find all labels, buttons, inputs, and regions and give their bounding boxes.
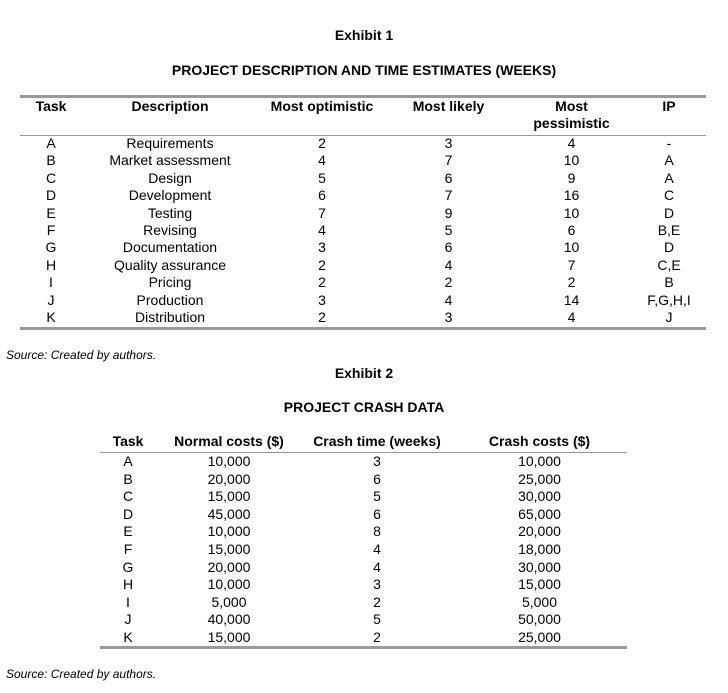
col-header-pessimistic-line2: pessimistic <box>533 115 610 131</box>
cell-likely: 5 <box>444 221 453 238</box>
cell-crash-costs: 25,000 <box>518 470 561 487</box>
exhibit1-header-row <box>20 98 706 132</box>
cell-task: E <box>123 523 133 540</box>
col-header-pessimistic <box>511 98 632 132</box>
cell-description: Revising <box>143 221 197 238</box>
cell-task: B <box>46 152 56 169</box>
cell-description: Distribution <box>134 308 206 325</box>
cell-likely: 3 <box>444 308 453 325</box>
cell-crash-costs: 50,000 <box>518 611 561 628</box>
cell-optimistic: 3 <box>318 291 326 308</box>
cell-normal-costs: 45,000 <box>207 505 251 522</box>
cell-task: K <box>123 628 133 645</box>
cell-normal-costs: 10,000 <box>207 453 251 469</box>
table-row <box>20 170 706 187</box>
cell-task: H <box>122 576 134 593</box>
cell-task: E <box>46 204 56 221</box>
cell-description: Market assessment <box>109 152 231 169</box>
table-row <box>20 257 706 274</box>
cell-likely: 3 <box>444 135 453 151</box>
cell-ip: B,E <box>657 221 681 238</box>
exhibit2-header-row <box>100 433 627 453</box>
cell-pessimistic: 4 <box>567 135 576 151</box>
cell-pessimistic: 10 <box>563 239 580 256</box>
cell-description: Design <box>148 169 192 186</box>
cell-likely: 7 <box>444 187 453 204</box>
cell-crash-costs: 5,000 <box>521 593 558 610</box>
cell-crash-time: 6 <box>373 470 381 487</box>
cell-pessimistic: 2 <box>567 274 576 291</box>
cell-optimistic: 2 <box>318 274 326 291</box>
table-row <box>100 611 627 629</box>
cell-ip: - <box>666 135 672 151</box>
cell-optimistic: 4 <box>318 221 326 238</box>
cell-normal-costs: 20,000 <box>207 470 251 487</box>
cell-crash-costs: 30,000 <box>518 558 561 575</box>
table-row <box>20 152 706 169</box>
col-header-description: Description <box>131 98 209 114</box>
cell-optimistic: 2 <box>318 135 326 151</box>
cell-crash-time: 2 <box>373 593 381 610</box>
cell-normal-costs: 5,000 <box>211 593 247 610</box>
cell-normal-costs: 40,000 <box>207 611 251 628</box>
cell-pessimistic: 16 <box>563 187 580 204</box>
cell-normal-costs: 20,000 <box>207 558 251 575</box>
cell-normal-costs: 15,000 <box>207 488 251 505</box>
cell-crash-costs: 10,000 <box>518 453 561 469</box>
table-row <box>20 222 706 239</box>
cell-task: F <box>46 221 56 238</box>
cell-task: F <box>123 540 133 557</box>
exhibit1-title: PROJECT DESCRIPTION AND TIME ESTIMATES (WEEKS) <box>171 62 557 78</box>
cell-crash-time: 3 <box>373 453 381 469</box>
cell-task: J <box>47 291 55 308</box>
cell-optimistic: 7 <box>318 204 326 221</box>
cell-ip: J <box>665 308 673 325</box>
cell-ip: A <box>664 152 674 169</box>
cell-optimistic: 2 <box>318 256 326 273</box>
cell-pessimistic: 4 <box>567 308 576 325</box>
col-header-crash-costs: Crash costs ($) <box>488 433 591 449</box>
cell-pessimistic: 9 <box>567 169 576 186</box>
cell-crash-time: 4 <box>373 558 381 575</box>
cell-crash-time: 5 <box>373 611 381 628</box>
table-row <box>100 576 627 594</box>
table-row <box>100 594 627 612</box>
cell-description: Requirements <box>126 135 214 151</box>
cell-optimistic: 3 <box>318 239 326 256</box>
table-row <box>100 506 627 524</box>
cell-crash-time: 6 <box>373 505 381 522</box>
cell-crash-costs: 15,000 <box>518 576 561 593</box>
cell-crash-time: 3 <box>373 576 381 593</box>
cell-pessimistic: 10 <box>563 152 580 169</box>
table-row <box>20 187 706 204</box>
table-row <box>20 309 706 326</box>
cell-task: C <box>45 169 57 186</box>
exhibit1-heading: Exhibit 1 <box>334 27 394 43</box>
table-row <box>100 541 627 559</box>
cell-crash-costs: 18,000 <box>518 540 561 557</box>
cell-normal-costs: 10,000 <box>207 523 251 540</box>
cell-description: Production <box>136 291 204 308</box>
cell-task: H <box>45 256 57 273</box>
cell-ip: F,G,H,I <box>647 291 691 308</box>
cell-task: C <box>122 488 134 505</box>
cell-pessimistic: 7 <box>567 256 576 273</box>
cell-likely: 6 <box>444 169 453 186</box>
cell-ip: D <box>663 239 675 256</box>
cell-ip: B <box>664 274 674 291</box>
exhibit2-source: Source: Created by authors. <box>6 667 157 681</box>
cell-task: I <box>49 274 53 291</box>
cell-description: Pricing <box>148 274 192 291</box>
cell-task: D <box>122 505 134 522</box>
table-row <box>100 453 627 471</box>
cell-description: Documentation <box>122 239 218 256</box>
cell-description: Development <box>128 187 212 204</box>
cell-description: Quality assurance <box>113 256 227 273</box>
cell-crash-time: 5 <box>373 488 381 505</box>
table-row <box>100 523 627 541</box>
cell-likely: 6 <box>444 239 453 256</box>
cell-optimistic: 4 <box>318 152 326 169</box>
cell-description: Testing <box>147 204 193 221</box>
cell-ip: A <box>664 169 674 186</box>
cell-crash-costs: 30,000 <box>518 488 561 505</box>
cell-normal-costs: 10,000 <box>207 576 251 593</box>
cell-pessimistic: 10 <box>563 204 580 221</box>
exhibit2-title: PROJECT CRASH DATA <box>283 399 445 415</box>
cell-task: J <box>124 611 132 628</box>
cell-task: K <box>46 308 56 325</box>
exhibit2-heading: Exhibit 2 <box>334 365 394 381</box>
cell-likely: 4 <box>444 291 453 308</box>
table-row <box>100 629 627 647</box>
cell-likely: 9 <box>444 204 453 221</box>
cell-likely: 4 <box>444 256 453 273</box>
cell-pessimistic: 6 <box>567 221 576 238</box>
cell-optimistic: 5 <box>318 169 326 186</box>
table-row <box>100 471 627 489</box>
exhibit2-table <box>100 433 627 647</box>
table-row <box>20 274 706 291</box>
cell-optimistic: 6 <box>318 187 326 204</box>
cell-task: A <box>123 453 133 469</box>
col-header-normal-costs: Normal costs ($) <box>174 433 284 449</box>
exhibit1-bottom-rule <box>20 327 706 330</box>
cell-crash-time: 8 <box>373 523 381 540</box>
cell-ip: C,E <box>657 256 681 273</box>
cell-normal-costs: 15,000 <box>207 540 251 557</box>
cell-ip: D <box>663 204 675 221</box>
exhibit1-table <box>20 98 706 326</box>
cell-optimistic: 2 <box>318 308 326 325</box>
col-header-task: Task <box>112 433 144 449</box>
exhibit1-source: Source: Created by authors. <box>6 348 157 362</box>
cell-crash-costs: 25,000 <box>518 628 561 645</box>
cell-task: I <box>126 593 130 610</box>
col-header-task: Task <box>35 98 67 114</box>
table-row <box>20 205 706 222</box>
table-row <box>100 559 627 577</box>
cell-likely: 2 <box>444 274 453 291</box>
table-row <box>20 292 706 309</box>
cell-ip: C <box>663 187 675 204</box>
table-row <box>100 488 627 506</box>
col-header-ip: IP <box>662 98 676 114</box>
col-header-likely: Most likely <box>412 98 485 114</box>
cell-task: G <box>45 239 57 256</box>
cell-crash-costs: 65,000 <box>518 505 561 522</box>
col-header-crash-time: Crash time (weeks) <box>313 433 441 449</box>
cell-task: A <box>46 135 56 151</box>
col-header-pessimistic-line1: Most <box>555 98 588 114</box>
cell-crash-time: 4 <box>373 540 381 557</box>
cell-pessimistic: 14 <box>563 291 580 308</box>
cell-task: G <box>122 558 134 575</box>
cell-crash-costs: 20,000 <box>518 523 561 540</box>
cell-task: B <box>123 470 133 487</box>
col-header-optimistic: Most optimistic <box>270 98 374 114</box>
table-row <box>20 135 706 152</box>
cell-likely: 7 <box>444 152 453 169</box>
cell-normal-costs: 15,000 <box>207 628 251 645</box>
cell-task: D <box>45 187 57 204</box>
table-row <box>20 239 706 256</box>
cell-crash-time: 2 <box>373 628 381 645</box>
